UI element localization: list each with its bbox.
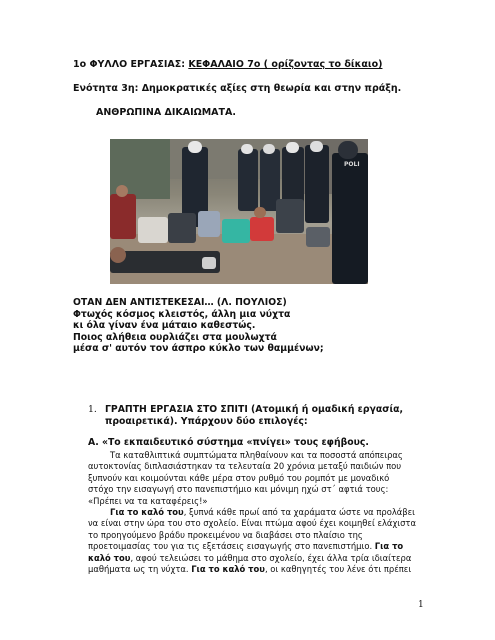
section-a-heading: Α. «Το εκπαιδευτικό σύστημα «πνίγει» τους εφήβους.	[88, 437, 369, 448]
body-line: στόχο την εισαγωγή στο πανεπιστήμιο και μόνιμη ηχώ στ΄ αφτιά τους:	[88, 484, 389, 495]
worksheet-title	[73, 59, 382, 70]
poem-block	[73, 297, 324, 355]
task-line: ΓΡΑΠΤΗ ΕΡΓΑΣΙΑ ΣΤΟ ΣΠΙΤΙ (Ατομική ή ομαδική εργασία,	[105, 404, 404, 415]
body-line	[88, 541, 418, 552]
chapter-title: ΚΕΦΑΛΑΙΟ 7ο ( ορίζοντας το δίκαιο)	[188, 59, 383, 70]
poem-line: Ποιος αλήθεια ουρλιάζει στα μουλωχτά	[73, 331, 277, 343]
body-line: να είναι στην ώρα του στο σχολείο. Είναι πτώμα αφού έχει κοιμηθεί ελάχιστα	[88, 518, 416, 529]
body-text: μαθήματα ως τη νύχτα.	[88, 564, 192, 575]
worksheet-label: 1ο ΦΥΛΛΟ ΕΡΓΑΣΙΑΣ:	[73, 59, 189, 70]
emphasis: Για το καλό του	[191, 564, 265, 575]
body-line: «Πρέπει να τα καταφέρεις!»	[88, 495, 208, 506]
police-arrest-photo	[110, 139, 368, 284]
list-number: 1.	[88, 404, 97, 415]
body-line	[88, 507, 418, 518]
body-text: , οι καθηγητές του λένε ότι πρέπει	[264, 564, 412, 575]
body-line: το προηγούμενο βράδυ προκειμένου να διαβάσει στο πλαίσιο της	[88, 529, 363, 540]
body-line: ξυπνούν και κοιμούνται κάθε μέρα στον ρυθμό του ρομπότ με μοναδικό	[88, 472, 390, 483]
emphasis: καλό του	[88, 552, 131, 563]
body-line: Τα καταθλιπτικά συμπτώματα πληθαίνουν και τα ποσοστά απόπειρας	[110, 450, 403, 460]
poem-title: ΟΤΑΝ ΔΕΝ ΑΝΤΙΣΤΕΚΕΣΑΙ… (Λ. ΠΟΥΛΙΟΣ)	[73, 297, 287, 308]
body-line	[88, 564, 418, 575]
body-text: , αφού τελειώσει το μάθημα στο σχολείο, έχει άλλα τρία ιδιαίτερα	[130, 552, 412, 563]
emphasis: Για το	[374, 541, 404, 552]
vest-text: POLI	[344, 161, 360, 168]
poem-line: κι όλα γίναν ένα μάταιο καθεστώς.	[73, 320, 256, 331]
body-line	[88, 553, 418, 564]
page-number: 1	[418, 600, 424, 610]
body-text: προετοιμασίας του για τις εξετάσεις εισαγωγής στο πανεπιστήμιο.	[88, 541, 375, 552]
unit-title: Ενότητα 3η: Δημοκρατικές αξίες στη θεωρία και στην πράξη.	[73, 83, 402, 94]
body-line: αυτοκτονίας διπλασιάστηκαν τα τελευταία 20 χρόνια μεταξύ παιδιών που	[88, 461, 402, 472]
emphasis: Για το καλό του	[110, 507, 184, 518]
poem-line: μέσα σ' αυτόν τον άσπρο κύκλο των θαμμένων;	[73, 343, 324, 354]
topic-title: ΑΝΘΡΩΠΙΝΑ ΔΙΚΑΙΩΜΑΤΑ.	[96, 107, 236, 118]
task-list-item	[88, 404, 403, 428]
section-a-body	[88, 450, 418, 575]
body-text: , ξυπνά κάθε πρωί από τα χαράματα ώστε να προλάβει	[183, 507, 416, 518]
poem-line: Φτωχός κόσμος κλειστός, άλλη μια νύχτα	[73, 308, 291, 320]
task-line: προαιρετικά). Υπάρχουν δύο επιλογές:	[105, 416, 308, 427]
